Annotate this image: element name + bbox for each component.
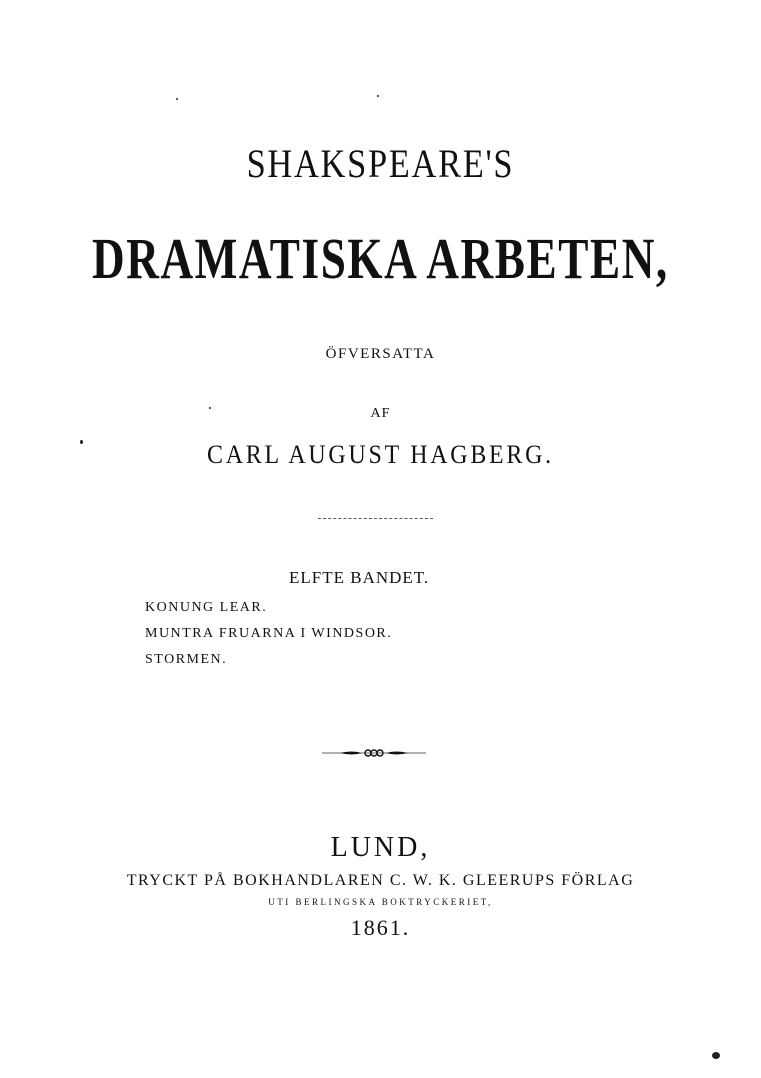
- paper-speck: [176, 98, 178, 100]
- title-line-1: SHAKSPEARE'S: [246, 141, 515, 186]
- paper-speck: [209, 407, 211, 409]
- paper-speck: [712, 1052, 720, 1059]
- play-title: STORMEN.: [145, 652, 228, 667]
- translated-label: ÖFVERSATTA: [325, 346, 436, 362]
- title-line-2: DRAMATISKA ARBETEN,: [91, 226, 669, 291]
- imprint-year: 1861.: [350, 915, 411, 940]
- paper-speck: [377, 95, 379, 97]
- play-title: MUNTRA FRUARNA I WINDSOR.: [145, 626, 393, 641]
- by-label: AF: [370, 406, 391, 421]
- imprint-city: LUND,: [330, 832, 431, 863]
- divider-rule: [318, 518, 433, 519]
- decorative-ornament: [322, 746, 426, 760]
- paper-speck: [80, 440, 83, 444]
- translator-name: CARL AUGUST HAGBERG.: [206, 440, 554, 469]
- imprint-press: UTI BERLINGSKA BOKTRYCKERIET,: [268, 897, 493, 907]
- imprint-publisher: TRYCKT PÅ BOKHANDLAREN C. W. K. GLEERUPS FÖRLAG: [126, 872, 635, 889]
- play-title: KONUNG LEAR.: [145, 600, 268, 615]
- volume-label: ELFTE BANDET.: [289, 568, 430, 587]
